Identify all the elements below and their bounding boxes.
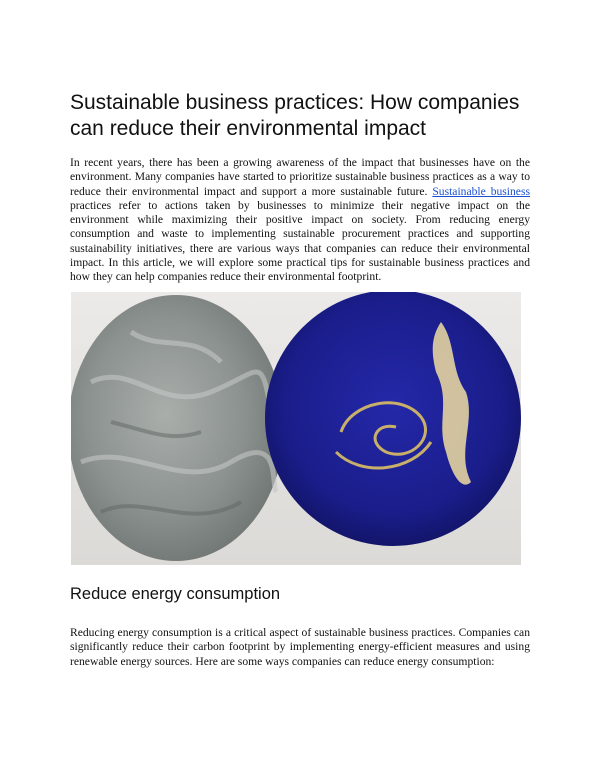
sustainable-business-link[interactable]: Sustainable business [432,184,530,198]
intro-text-end: practices refer to actions taken by businesses to minimize their negative impact on the environment while maximizing their positive impact on society. From reducing energy consumption and waste to implementing sustainable procurement practices and supporting sustainability initiatives, there are various ways that companies can reduce their environmental impact. In this article, we will explore some practical tips for sustainable business practices and how they can help companies reduce their environmental footprint. [70,198,530,284]
section-heading: Reduce energy consumption [70,585,281,603]
intro-text-start: In recent years, there has been a growing awareness of the impact that businesses have on the environment. Many companies have started to prioritize sustainable business practices as a way to reduce their environmental impact and support a more sustainable future. [70,156,530,198]
blue-plate [265,292,521,546]
grey-plate [71,295,284,561]
article-title: Sustainable business practices: How companies can reduce their environmental impact [70,91,520,140]
section-paragraph: Reducing energy consumption is a critical aspect of sustainable business practices. Companies can significantly reduce their carbon footprint by implementing energy-efficient measures and using renewable energy sources. Here are some ways companies can reduce energy consumption: [70,626,530,668]
intro-paragraph [70,156,530,285]
article-photo-plates [71,292,521,565]
